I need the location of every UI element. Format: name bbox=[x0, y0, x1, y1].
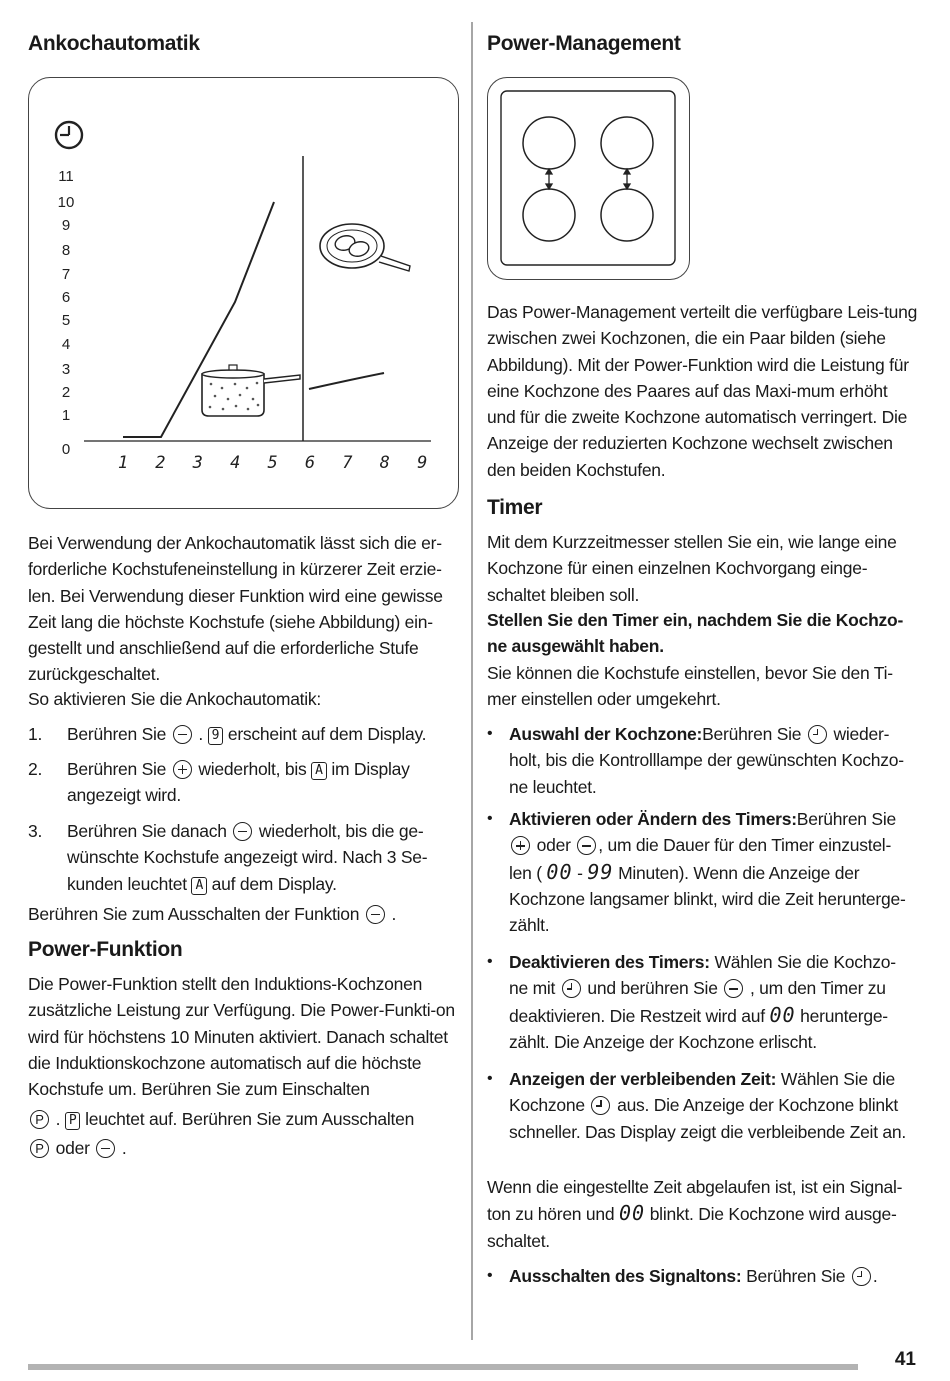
bullet-text: herunterge- bbox=[800, 1005, 888, 1026]
step-number: 2. bbox=[28, 759, 43, 779]
bullet: • bbox=[487, 725, 493, 742]
end-text: ton zu hören und bbox=[487, 1204, 615, 1225]
deactivate-text: Berühren Sie zum Ausschalten der Funktion bbox=[28, 904, 360, 924]
power-text: . bbox=[55, 1109, 61, 1129]
display-digits: 00 bbox=[618, 1201, 646, 1226]
pair-arrow-icon bbox=[624, 169, 630, 189]
heading-power-management: Power-Management bbox=[487, 32, 681, 55]
y-tick-label: 9 bbox=[61, 217, 71, 234]
power-funktion-line-1 bbox=[28, 1106, 458, 1132]
bullet-title: Ausschalten des Signaltons: bbox=[509, 1266, 742, 1286]
bullet-text: Berühren Sie bbox=[702, 724, 802, 744]
step-text: Berühren Sie bbox=[67, 759, 167, 779]
cooking-zone bbox=[601, 117, 653, 169]
end-text: Wenn die eingestellte Zeit abgelaufen ist, ist ein Signal- bbox=[487, 1177, 903, 1197]
y-tick-label: 10 bbox=[57, 194, 75, 211]
bullet-text: Berühren Sie bbox=[796, 809, 896, 829]
x-tick-label: 3 bbox=[192, 453, 203, 473]
bullet: • bbox=[487, 1070, 493, 1087]
pair-arrow-icon bbox=[546, 169, 552, 189]
timer-bullet-signal-off bbox=[487, 1263, 919, 1289]
timer-bullet-deactivate bbox=[487, 949, 919, 1055]
bullet-text: Berühren Sie bbox=[746, 1266, 846, 1286]
bullet: • bbox=[487, 953, 493, 970]
step-number: 1. bbox=[28, 724, 43, 744]
step-text: . bbox=[198, 724, 204, 744]
x-tick-label: 2 bbox=[155, 453, 166, 473]
minus-button-icon bbox=[173, 725, 192, 744]
activation-intro: So aktivieren Sie die Ankochautomatik: bbox=[28, 689, 322, 709]
timer-button-icon bbox=[562, 979, 581, 998]
display-symbol: 9 bbox=[208, 727, 224, 745]
y-tick-label: 6 bbox=[61, 289, 71, 306]
x-tick-label: 9 bbox=[417, 453, 428, 473]
step-number: 3. bbox=[28, 821, 43, 841]
bullet-text: , um die Dauer für den Timer einzustel- bbox=[598, 835, 892, 856]
y-tick-label: 0 bbox=[61, 441, 71, 458]
ankochautomatik-chart bbox=[29, 78, 457, 507]
timer-bullet-remaining bbox=[487, 1066, 919, 1145]
power-funktion-description: Die Power-Funktion stellt den Induktions-Kochzonen zusätzliche Leistung zur Verfügung. Die Power-Funkti-on wird für höchstens 10 Minuten aktiviert. Danach schaltet die Induktionskochzone automatisch auf die höchste Kochstufe um. Berühren Sie zum Einschalten bbox=[28, 974, 455, 1100]
step-text: im Display bbox=[331, 759, 410, 779]
display-symbol: P bbox=[65, 1112, 81, 1130]
bullet-text: Wählen Sie die bbox=[780, 1069, 896, 1089]
cooking-zone bbox=[601, 189, 653, 241]
step-text: wiederholt, bis bbox=[198, 759, 307, 779]
bullet-title: Deaktivieren des Timers: bbox=[509, 952, 710, 972]
cooktop-surface bbox=[501, 91, 675, 265]
display-digits: 99 bbox=[587, 859, 614, 884]
plus-button-icon bbox=[173, 760, 192, 779]
bullet-text: ne mit bbox=[509, 978, 556, 999]
timer-note: Sie können die Kochstufe einstellen, bevor Sie den Ti-mer einstellen oder umgekehrt. bbox=[487, 663, 893, 710]
bullet-text: wieder- bbox=[833, 724, 890, 744]
bullet-text: Kochzone langsamer blinkt, wird die Zeit herunterge-zählt. bbox=[509, 888, 906, 936]
bullet-text: Wählen Sie die Kochzo- bbox=[714, 952, 896, 972]
ankochautomatik-figure bbox=[28, 77, 459, 509]
timer-bullet-select bbox=[487, 721, 919, 800]
footer-bar bbox=[28, 1364, 858, 1370]
power-funktion-line-2 bbox=[28, 1135, 458, 1161]
timer-end-paragraph bbox=[487, 1174, 919, 1254]
timer-instruction: Stellen Sie den Timer ein, nachdem Sie die Kochzo-ne ausgewählt haben. bbox=[487, 610, 904, 657]
minus-button-icon bbox=[577, 836, 596, 855]
bullet: • bbox=[487, 810, 493, 827]
y-tick-label: 7 bbox=[61, 266, 71, 283]
heading-timer: Timer bbox=[487, 496, 543, 519]
heading-ankochautomatik: Ankochautomatik bbox=[28, 32, 200, 55]
ankochautomatik-description: Bei Verwendung der Ankochautomatik lässt sich die er-forderliche Kochstufeneinstellung in kürzerer Zeit erzie-len. Bei Verwendung dieser Funktion wird eine gewisse Zeit lang die höchste Kochstufe (siehe Abbildung) ein-gestellt und anschließend auf die erforderliche Stufe zurückgeschaltet. bbox=[28, 533, 443, 685]
bullet-title: Auswahl der Kochzone: bbox=[509, 724, 703, 744]
step-text: wiederholt, bis die ge- bbox=[258, 821, 424, 841]
timer-button-icon bbox=[852, 1267, 871, 1286]
step-text: kunden leuchtet bbox=[67, 873, 187, 894]
step-1 bbox=[28, 721, 458, 747]
cooking-zone bbox=[523, 189, 575, 241]
bullet-text: Kochzone bbox=[509, 1095, 585, 1116]
deactivate-line bbox=[28, 901, 458, 927]
y-tick-label: 4 bbox=[61, 336, 71, 353]
display-symbol: A bbox=[191, 877, 207, 895]
page-number: 41 bbox=[894, 1349, 916, 1370]
bullet: • bbox=[487, 1267, 493, 1284]
bullet-title: Aktivieren oder Ändern des Timers: bbox=[509, 809, 797, 829]
clock-icon bbox=[56, 122, 82, 148]
power-button-icon bbox=[30, 1139, 49, 1158]
end-text: schaltet. bbox=[487, 1230, 550, 1251]
heading-power-funktion: Power-Funktion bbox=[28, 938, 183, 961]
plus-button-icon bbox=[511, 836, 530, 855]
bullet-text: len ( bbox=[509, 862, 542, 883]
power-button-icon bbox=[30, 1110, 49, 1129]
power-management-figure bbox=[487, 77, 690, 280]
y-tick-label: 5 bbox=[61, 312, 71, 329]
hold-curve bbox=[309, 373, 384, 389]
pot-icon bbox=[202, 365, 300, 416]
column-divider bbox=[471, 22, 473, 1340]
power-text: . bbox=[121, 1138, 127, 1158]
step-text: Berühren Sie danach bbox=[67, 821, 227, 841]
minus-button-icon bbox=[724, 979, 743, 998]
step-3 bbox=[28, 818, 458, 897]
bullet-text: , um den Timer zu bbox=[749, 978, 886, 999]
y-tick-label: 3 bbox=[61, 361, 71, 378]
step-text: wünschte Kochstufe angezeigt wird. Nach 3 Se- bbox=[67, 847, 428, 868]
power-management-description: Das Power-Management verteilt die verfügbare Leis-tung zwischen zwei Kochzonen, die ein Paar bilden (siehe Abbildung). Mit der Power-Funktion wird die Leistung für eine Kochzone des Paares auf das Maxi-mum erhöht und für die zweite Kochzone automatisch verringert. Die Anzeige der reduzierten Kochzone wechselt zwischen den beiden Kochstufen. bbox=[487, 302, 918, 480]
bullet-title: Anzeigen der verbleibenden Zeit: bbox=[509, 1069, 777, 1089]
deactivate-text: . bbox=[391, 904, 397, 924]
cooking-zone bbox=[523, 117, 575, 169]
bullet-text: und berühren Sie bbox=[587, 978, 718, 999]
timer-button-icon bbox=[591, 1096, 610, 1115]
x-tick-label: 4 bbox=[230, 453, 241, 473]
step-text: Berühren Sie bbox=[67, 724, 167, 744]
display-digits: 00 bbox=[546, 859, 573, 884]
y-tick-label: 1 bbox=[61, 407, 71, 424]
bullet-text: Minuten). Wenn die Anzeige der bbox=[618, 862, 860, 883]
pan-icon bbox=[320, 224, 410, 271]
power-text: oder bbox=[55, 1138, 90, 1158]
minus-button-icon bbox=[96, 1139, 115, 1158]
end-text: blinkt. Die Kochzone wird ausge- bbox=[649, 1204, 897, 1225]
y-tick-label: 2 bbox=[61, 384, 71, 401]
step-text: angezeigt wird. bbox=[67, 785, 181, 806]
step-2 bbox=[28, 756, 458, 809]
bullet-text: oder bbox=[536, 835, 571, 856]
minus-button-icon bbox=[233, 822, 252, 841]
x-tick-label: 1 bbox=[117, 453, 129, 473]
timer-description: Mit dem Kurzzeitmesser stellen Sie ein, wie lange eine Kochzone für einen einzelnen Kochvorgang einge-schaltet bleiben soll. bbox=[487, 532, 897, 605]
timer-bullet-activate bbox=[487, 806, 919, 938]
step-text: erscheint auf dem Display. bbox=[227, 724, 427, 744]
y-tick-label: 11 bbox=[58, 168, 74, 185]
bullet-text: holt, bis die Kontrolllampe der gewünschten Kochzo-ne leuchtet. bbox=[509, 750, 904, 797]
minus-button-icon bbox=[366, 905, 385, 924]
x-tick-label: 8 bbox=[379, 453, 390, 473]
x-tick-label: 5 bbox=[267, 453, 278, 473]
cooktop-diagram bbox=[488, 78, 688, 278]
bullet-text: . bbox=[872, 1266, 878, 1286]
display-digits: 00 bbox=[769, 1002, 796, 1027]
bullet-text: deaktivieren. Die Restzeit wird auf bbox=[509, 1005, 765, 1026]
y-tick-label: 8 bbox=[61, 242, 71, 259]
bullet-text: zählt. Die Anzeige der Kochzone erlischt. bbox=[509, 1031, 817, 1052]
bullet-text: aus. Die Anzeige der Kochzone blinkt schneller. Das Display zeigt die verbleibende Zeit an. bbox=[509, 1095, 906, 1142]
timer-button-icon bbox=[808, 725, 827, 744]
step-text: auf dem Display. bbox=[211, 873, 337, 894]
power-text: leuchtet auf. Berühren Sie zum Ausschalten bbox=[85, 1109, 415, 1129]
display-symbol: A bbox=[311, 762, 327, 780]
x-tick-label: 7 bbox=[342, 453, 353, 473]
bullet-text: - bbox=[577, 862, 583, 883]
x-tick-label: 6 bbox=[304, 453, 316, 473]
